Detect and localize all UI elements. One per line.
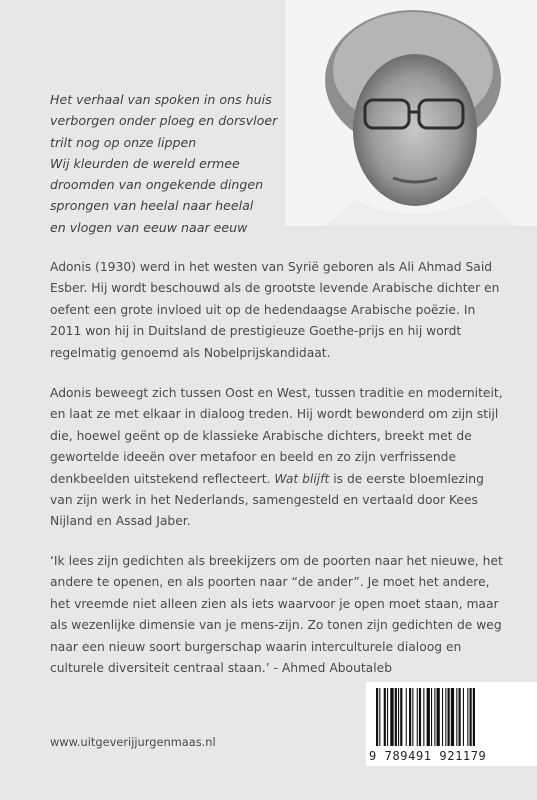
barcode-bar: [427, 688, 430, 746]
barcode-bar: [448, 688, 450, 746]
barcode-bar: [384, 688, 386, 746]
barcode-bar: [445, 688, 446, 746]
poem-line: trilt nog op onze lippen: [50, 134, 197, 150]
poem-line: verborgen onder ploeg en dorsvloer: [50, 113, 278, 129]
poem-line: Wij kleurden de wereld ermee: [50, 155, 240, 171]
poem-line: Het verhaal van spoken in ons huis: [50, 92, 272, 107]
book-title: Wat blijft: [274, 471, 330, 486]
barcode-bar: [400, 688, 402, 746]
barcode-bar: [451, 688, 454, 746]
book-description-part2: is de eerste bloemlezing van zijn werk in het Nederlands, samengesteld en vertaald door Kees Nijland en Assad Jaber.: [50, 471, 484, 529]
barcode-bar: [398, 688, 399, 746]
barcode-bar: [409, 688, 411, 746]
poem-line: sprongen van heelal naar heelal: [50, 198, 254, 214]
barcode-bar: [395, 688, 397, 746]
barcode-bar: [431, 688, 432, 746]
author-portrait-image: [285, 0, 537, 226]
book-description: [50, 383, 510, 533]
barcode-bar: [434, 688, 435, 746]
barcode-bar: [442, 688, 443, 746]
barcode-bar: [390, 688, 393, 746]
publisher-website[interactable]: www.uitgeverijjurgenmaas.nl: [50, 735, 216, 749]
barcode-bar: [459, 688, 461, 746]
barcode-bar: [387, 688, 388, 746]
barcode-bar: [406, 688, 407, 746]
barcode-bar: [456, 688, 457, 746]
barcode-bar: [376, 688, 378, 746]
isbn-barcode: [366, 682, 537, 766]
barcode-bars: [370, 688, 536, 748]
barcode-bar: [423, 688, 424, 746]
barcode-bar: [467, 688, 468, 746]
barcode-bar: [419, 688, 421, 746]
author-portrait: [285, 0, 537, 226]
barcode-bar: [473, 688, 475, 746]
barcode-bar: [463, 688, 464, 746]
barcode-bar: [379, 688, 380, 746]
barcode-bar: [470, 688, 472, 746]
endorsement-quote: ‘Ik lees zijn gedichten als breekijzers om de poorten naar het nieuwe, het andere te openen, en als poorten naar “de ander”. Je moet het andere, het vreemde niet alleen zien als iets waarvoor je open moet staan, maar als wezenlijke dimensie van je mens-zijn. Zo tonen zijn gedichten de weg naar een nieuw soort burgerschap waarin interculturele dialoog en culturele diversiteit centraal staan.’ - Ahmed Aboutaleb: [50, 554, 503, 676]
barcode-bar: [437, 688, 440, 746]
poem-line: droomden van ongekende dingen: [50, 177, 264, 193]
barcode-bar: [412, 688, 413, 746]
author-bio: Adonis (1930) werd in het westen van Syrië geboren als Ali Ahmad Said Esber. Hij wordt beschouwd als de grootste levende Arabische dichter en oefent een grote invloed uit op de hedendaagse Arabische poëzie. In 2011 won hij in Duitsland de prestigieuze Goethe-prijs en hij wordt regelmatig genoemd als Nobelprijskandidaat.: [50, 260, 500, 360]
poem-excerpt: [50, 89, 290, 238]
isbn-digits: 9 789491 921179: [369, 749, 487, 763]
book-description-part1: Adonis beweegt zich tussen Oost en West, tussen traditie en moderniteit, en laat ze met elkaar in dialoog treden. Hij wordt bewonderd om zijn stijl die, hoewel geënt op de klassieke Arabische dichters, breekt met de gewortelde ideeën over metafoor en beeld en zo zijn verfrissende denkbeelden uitstekend reflecteert.: [50, 386, 503, 486]
poem-line: en vlogen van eeuw naar eeuw: [50, 219, 248, 235]
barcode-bar: [417, 688, 418, 746]
